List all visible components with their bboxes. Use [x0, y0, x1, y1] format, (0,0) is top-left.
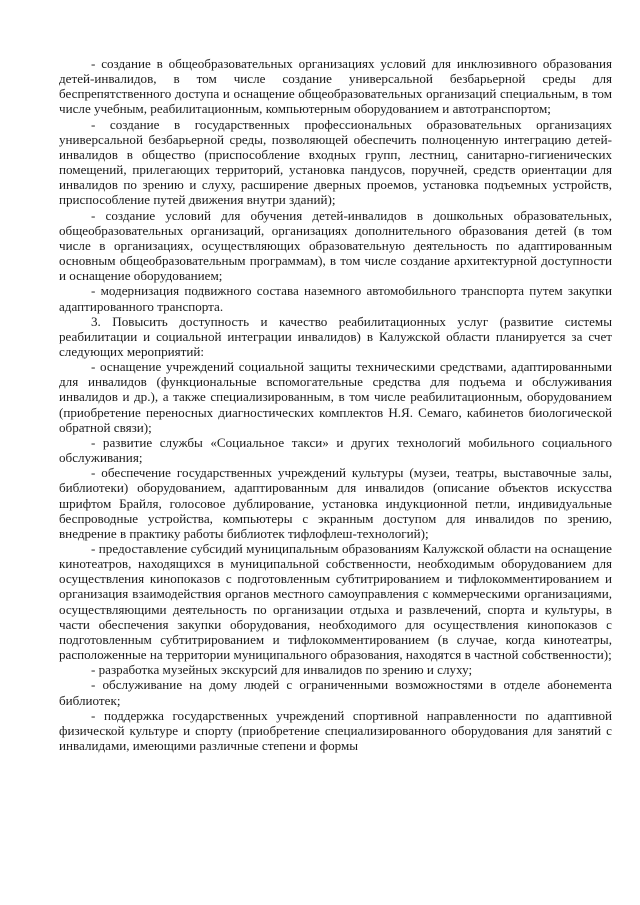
paragraph-sport-institutions: - поддержка государственных учреждений спортивной направленности по адаптивной физической культуре и спорту (приобретение специализированного оборудования для занятий с инвалидами, имеющими различные степени и формы [59, 707, 612, 754]
paragraph-professional-organizations: - создание в государственных профессиональных образовательных организациях универсальной безбарьерной среды, позволяющей обеспечить полноценную интеграцию детей-инвалидов в общество (приспособление входных групп, лестниц, санитарно-гигиенических помещений, прилегающих территорий, установка пандусов, поручней, средств ориентации для инвалидов по зрению и слуху, расширение дверных проемов, установка подъемных устройств, приспособление путей движения внутри зданий); [59, 116, 612, 208]
paragraph-inclusive-education: - создание в общеобразовательных организациях условий для инклюзивного образования детей-инвалидов, в том числе создание универсальной безбарьерной среды для беспрепятственного доступа и оснащение общеобразовательных организаций специальным, в том числе учебным, реабилитационным, компьютерным оборудованием и автотранспортом; [59, 56, 612, 117]
paragraph-transport-modernization: - модернизация подвижного состава наземного автомобильного транспорта путем закупки адаптированного транспорта. [59, 283, 612, 314]
paragraph-social-protection-equipment: - оснащение учреждений социальной защиты техническими средствами, адаптированными для инвалидов (функциональные вспомогательные средства для подъема и обслуживания инвалидов и др.), а также специализированным, в том числе реабилитационным, оборудованием (приобретение переносных диагностических комплектов Н.Я. Семаго, кабинетов биологической обратной связи); [59, 359, 612, 435]
paragraph-home-library-service: - обслуживание на дому людей с ограниченными возможностями в отделе абонемента библиотек; [59, 677, 612, 708]
paragraph-museum-excursions: - разработка музейных экскурсий для инвалидов по зрению и слуху; [91, 662, 473, 678]
paragraph-cinema-subsidies: - предоставление субсидий муниципальным образованиям Калужской области на оснащение кинотеатров, находящихся в муниципальной собственности, необходимым оборудованием для осуществления кинопоказов с подготовленным субтитрированием и тифлокомментированием и организация взаимодействия органов местного самоуправления с коммерческими организациями, осуществляющими деятельность по организации отдыха и развлечений, спорта и культуры, в части обеспечения закупки оборудования, необходимого для осуществления кинопоказов с подготовленным субтитрированием и тифлокомментированием (в случае, когда кинотеатры, расположенные на территории муниципального образования, находятся в частной собственности); [59, 541, 612, 663]
paragraph-culture-institutions: - обеспечение государственных учреждений культуры (музеи, театры, выставочные залы, библиотеки) оборудованием, адаптированным для инвалидов (описание объектов искусства шрифтом Брайля, голосовое дублирование, установка индукционной петли, индивидуальные беспроводные устройства, компьютеры с экранным доступом для инвалидов по зрению, внедрение в практику работы библиотек тифлофлеш-технологий); [59, 465, 612, 541]
paragraph-rehabilitation-services: 3. Повысить доступность и качество реабилитационных услуг (развитие системы реабилитации и социальной интеграции инвалидов) в Калужской области планируется за счет следующих мероприятий: [59, 313, 612, 359]
document-page [59, 56, 612, 753]
paragraph-preschool-conditions: - создание условий для обучения детей-инвалидов в дошкольных образовательных, общеобразовательных организаций, организациях дополнительного образования детей (в том числе в организациях, осуществляющих образовательную деятельность по адаптированным основным общеобразовательным программам), в том числе создание архитектурной доступности и оснащение оборудованием; [59, 207, 612, 284]
paragraph-social-taxi: - развитие службы «Социальное такси» и других технологий мобильного социального обслуживания; [59, 434, 612, 466]
